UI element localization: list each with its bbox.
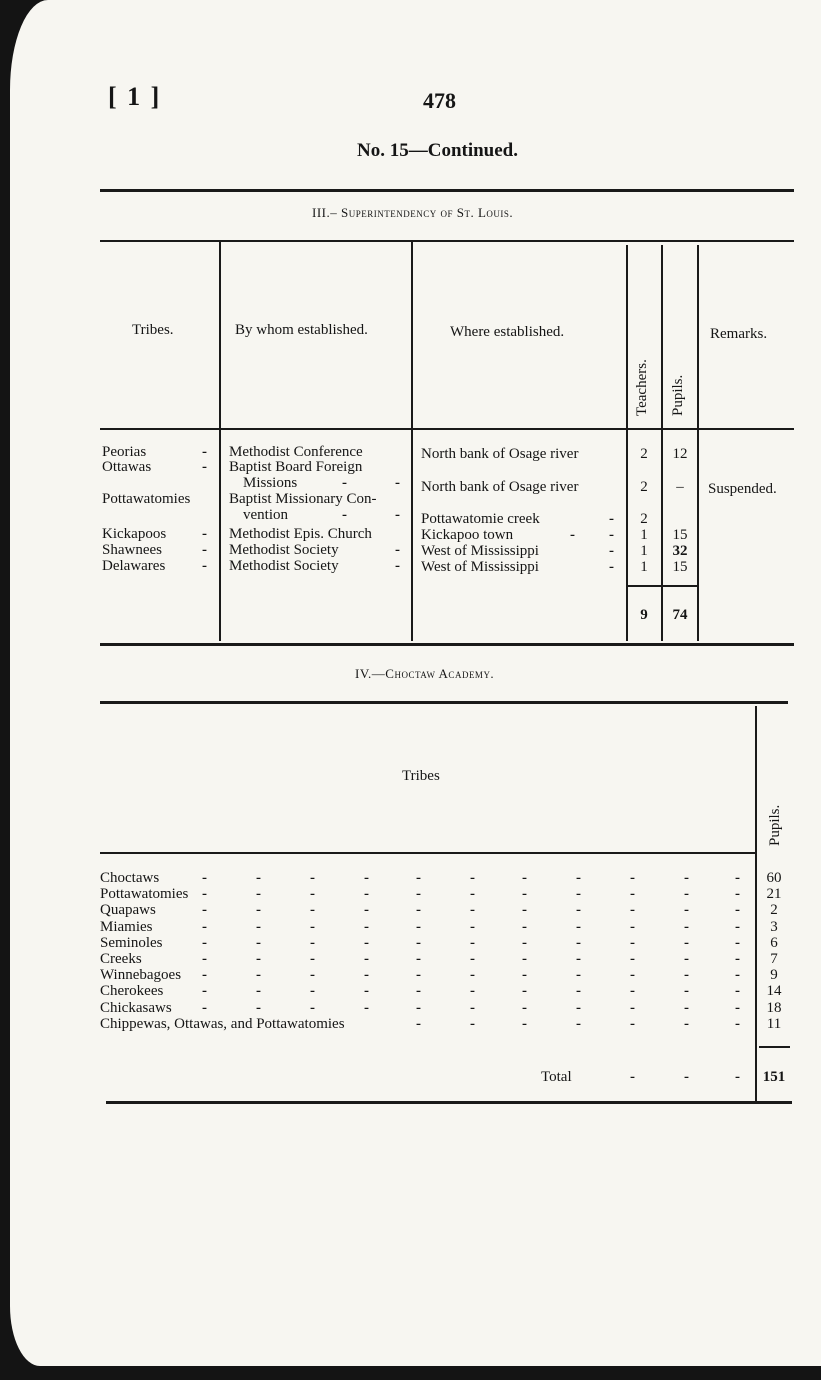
leader-dash: - — [310, 870, 315, 886]
leader-dash: - — [522, 983, 527, 999]
leader-dash: - — [470, 902, 475, 918]
leader-dash: - — [630, 919, 635, 935]
table-row-where: North bank of Osage river — [421, 446, 579, 462]
leader-dash: - — [310, 1000, 315, 1016]
leader-dash: - — [576, 1016, 581, 1032]
total-value: 151 — [762, 1069, 786, 1085]
leader-dash: - — [735, 1000, 740, 1016]
table-row-teachers: 2 — [640, 511, 648, 527]
leader-dash: - — [416, 967, 421, 983]
list-item-tribe: Winnebagoes — [100, 967, 182, 983]
table-row-where: North bank of Osage river — [421, 479, 579, 495]
leader-dash: - — [735, 1016, 740, 1032]
leader-dash: - — [470, 1000, 475, 1016]
leader-dash: - — [256, 967, 261, 983]
leader-dash: - — [735, 935, 740, 951]
leader-dash: - — [684, 983, 689, 999]
leader-dash: - — [735, 902, 740, 918]
leader-dash: - — [202, 935, 207, 951]
leader-dash: - — [256, 983, 261, 999]
table-row-remarks: Suspended. — [708, 481, 777, 497]
list-item-pupils: 14 — [766, 983, 782, 999]
leader-dash: - — [202, 951, 207, 967]
table-row-tribe: Delawares — [102, 558, 166, 574]
leader-dash: - — [576, 951, 581, 967]
list-item-pupils: 7 — [770, 951, 778, 967]
leader-dash: - — [310, 951, 315, 967]
leader-dash: - — [684, 886, 689, 902]
leader-dash: - — [522, 951, 527, 967]
col-divider — [697, 245, 699, 641]
leader-dash: - — [576, 1000, 581, 1016]
table-row-teachers: 1 — [640, 559, 648, 575]
list-item-pupils: 60 — [766, 870, 782, 886]
leader-dash: - — [364, 967, 369, 983]
leader-dash: - — [416, 870, 421, 886]
leader-dash: - — [310, 919, 315, 935]
table-row-by-whom-cont: Missions — [243, 475, 298, 491]
list-item-tribe: Cherokees — [100, 983, 164, 999]
leader-dash: - — [609, 559, 614, 575]
leader-dash: - — [630, 1069, 635, 1085]
leader-dash: - — [735, 870, 740, 886]
leader-dash: - — [684, 1069, 689, 1085]
table-row-pupils: 32 — [672, 543, 688, 559]
leader-dash: - — [310, 967, 315, 983]
leader-dash: - — [416, 919, 421, 935]
leader-dash: - — [470, 870, 475, 886]
leader-dash: - — [470, 1016, 475, 1032]
leader-dash: - — [522, 886, 527, 902]
leader-dash: - — [522, 870, 527, 886]
list-item-tribe: Quapaws — [100, 902, 156, 918]
total-rule — [759, 1046, 790, 1048]
leader-dash: - — [470, 919, 475, 935]
col-header-where: Where established. — [450, 324, 565, 340]
leader-dash: - — [576, 967, 581, 983]
leader-dash: - — [416, 951, 421, 967]
col-header-pupils: Pupils. — [767, 804, 783, 846]
leader-dash: - — [310, 935, 315, 951]
leader-dash: - — [630, 1000, 635, 1016]
col-header-tribes: Tribes — [402, 768, 440, 784]
leader-dash: - — [684, 967, 689, 983]
list-item-pupils: 6 — [770, 935, 778, 951]
leader-dash: - — [576, 935, 581, 951]
leader-dash: - — [364, 1000, 369, 1016]
list-item-pupils: 3 — [770, 919, 778, 935]
leader-dash: - — [256, 951, 261, 967]
leader-dash: - — [735, 967, 740, 983]
col-header-by-whom: By whom established. — [235, 322, 368, 338]
leader-dash: - — [522, 935, 527, 951]
table-row-teachers: 2 — [640, 479, 648, 495]
list-item-pupils: 2 — [770, 902, 778, 918]
list-item-tribe: Choctaws — [100, 870, 160, 886]
leader-dash: - — [202, 983, 207, 999]
list-item-tribe: Pottawatomies — [100, 886, 189, 902]
leader-dash: - — [735, 886, 740, 902]
leader-dash: - — [364, 983, 369, 999]
leader-dash: - — [684, 1016, 689, 1032]
table-row-tribe: Pottawatomies — [102, 491, 191, 507]
col-divider — [626, 245, 628, 641]
leader-dash: - — [630, 935, 635, 951]
leader-dash: - — [202, 444, 207, 460]
leader-dash: - — [416, 886, 421, 902]
list-item-pupils: 18 — [766, 1000, 782, 1016]
table-row-pupils: – — [676, 479, 684, 495]
leader-dash: - — [310, 886, 315, 902]
col-header-pupils: Pupils. — [670, 374, 686, 416]
leader-dash: - — [522, 919, 527, 935]
leader-dash: - — [202, 870, 207, 886]
col-header-remarks: Remarks. — [710, 326, 768, 342]
table-row-tribe: Peorias — [102, 444, 147, 460]
table-row-teachers: 2 — [640, 446, 648, 462]
leader-dash: - — [630, 1016, 635, 1032]
list-item-tribe: Chippewas, Ottawas, and Pottawatomies — [100, 1016, 345, 1032]
table-row-tribe: Ottawas — [102, 459, 152, 475]
leader-dash: - — [416, 983, 421, 999]
section3-bottom-rule — [100, 643, 794, 646]
leader-dash: - — [576, 870, 581, 886]
leader-dash: - — [522, 902, 527, 918]
leader-dash: - — [364, 886, 369, 902]
table-row-tribe: Shawnees — [102, 542, 162, 558]
section4-bottom-rule — [106, 1101, 792, 1104]
leader-dash: - — [416, 1000, 421, 1016]
table-row-teachers: 1 — [640, 543, 648, 559]
leader-dash: - — [395, 558, 400, 574]
leader-dash: - — [470, 951, 475, 967]
leader-dash: - — [256, 886, 261, 902]
section4-body-rule — [100, 852, 756, 854]
section3-title: III.– Superintendency of St. Louis. — [312, 205, 514, 220]
table-row-tribe: Kickapoos — [102, 526, 167, 542]
leader-dash: - — [630, 983, 635, 999]
total-pupils: 74 — [672, 607, 688, 623]
leader-dash: - — [576, 983, 581, 999]
table-row-by-whom-cont: vention — [243, 507, 288, 523]
leader-dash: - — [684, 935, 689, 951]
leader-dash: - — [364, 902, 369, 918]
col-divider — [755, 706, 757, 1102]
total-label: Total — [541, 1069, 572, 1085]
leader-dash: - — [256, 902, 261, 918]
table-row-pupils: 12 — [672, 446, 688, 462]
leader-dash: - — [684, 870, 689, 886]
leader-dash: - — [310, 902, 315, 918]
page-number: 478 — [423, 88, 456, 113]
leader-dash: - — [202, 902, 207, 918]
leader-dash: - — [342, 475, 347, 491]
leader-dash: - — [684, 902, 689, 918]
table-row-where: Pottawatomie creek — [421, 511, 540, 527]
leader-dash: - — [364, 870, 369, 886]
leader-dash: - — [256, 870, 261, 886]
leader-dash: - — [735, 951, 740, 967]
leader-dash: - — [735, 919, 740, 935]
table-row-pupils: 15 — [672, 559, 688, 575]
document-page — [10, 0, 821, 1366]
col-divider — [411, 241, 413, 641]
leader-dash: - — [202, 967, 207, 983]
leader-dash: - — [684, 951, 689, 967]
total-teachers: 9 — [640, 607, 648, 623]
list-item-tribe: Miamies — [100, 919, 153, 935]
leader-dash: - — [609, 527, 614, 543]
leader-dash: - — [630, 886, 635, 902]
leader-dash: - — [202, 919, 207, 935]
totals-rule — [627, 585, 698, 587]
list-item-pupils: 11 — [766, 1016, 782, 1032]
list-item-pupils: 21 — [766, 886, 782, 902]
section3-header-rule — [100, 240, 794, 242]
leader-dash: - — [522, 1016, 527, 1032]
leader-dash: - — [576, 886, 581, 902]
table-row-by-whom: Methodist Epis. Church — [229, 526, 372, 542]
section3-top-rule — [100, 189, 794, 192]
leader-dash: - — [684, 919, 689, 935]
leader-dash: - — [684, 1000, 689, 1016]
leader-dash: - — [470, 886, 475, 902]
leader-dash: - — [470, 983, 475, 999]
leader-dash: - — [416, 902, 421, 918]
table-row-by-whom: Methodist Conference — [229, 444, 363, 460]
page-title: No. 15—Continued. — [357, 140, 518, 161]
leader-dash: - — [202, 558, 207, 574]
leader-dash: - — [202, 1000, 207, 1016]
leader-dash: - — [416, 1016, 421, 1032]
leader-dash: - — [395, 507, 400, 523]
leader-dash: - — [364, 919, 369, 935]
list-item-pupils: 9 — [770, 967, 778, 983]
table-row-where: West of Mississippi — [421, 543, 539, 559]
section3-body-rule — [100, 428, 794, 430]
list-item-tribe: Creeks — [100, 951, 142, 967]
leader-dash: - — [256, 919, 261, 935]
leader-dash: - — [735, 1069, 740, 1085]
table-row-by-whom: Baptist Board Foreign — [229, 459, 363, 475]
leader-dash: - — [395, 475, 400, 491]
table-row-where: West of Mississippi — [421, 559, 539, 575]
leader-dash: - — [202, 526, 207, 542]
leader-dash: - — [630, 870, 635, 886]
table-row-by-whom: Methodist Society — [229, 542, 339, 558]
leader-dash: - — [570, 527, 575, 543]
leader-dash: - — [364, 935, 369, 951]
leader-dash: - — [364, 951, 369, 967]
col-header-teachers: Teachers. — [634, 359, 650, 416]
table-row-pupils: 15 — [672, 527, 688, 543]
bracket-marker: [ 1 ] — [108, 82, 162, 111]
leader-dash: - — [630, 902, 635, 918]
leader-dash: - — [256, 935, 261, 951]
leader-dash: - — [395, 542, 400, 558]
col-divider — [219, 241, 221, 641]
list-item-tribe: Seminoles — [100, 935, 163, 951]
leader-dash: - — [735, 983, 740, 999]
table-row-by-whom: Methodist Society — [229, 558, 339, 574]
leader-dash: - — [256, 1000, 261, 1016]
leader-dash: - — [522, 1000, 527, 1016]
col-divider — [661, 245, 663, 641]
leader-dash: - — [576, 902, 581, 918]
leader-dash: - — [470, 967, 475, 983]
leader-dash: - — [522, 967, 527, 983]
leader-dash: - — [202, 542, 207, 558]
col-header-tribes: Tribes. — [132, 322, 174, 338]
leader-dash: - — [342, 507, 347, 523]
leader-dash: - — [416, 935, 421, 951]
table-row-by-whom: Baptist Missionary Con- — [229, 491, 377, 507]
leader-dash: - — [202, 459, 207, 475]
leader-dash: - — [630, 951, 635, 967]
table-row-teachers: 1 — [640, 527, 648, 543]
leader-dash: - — [202, 886, 207, 902]
section4-top-rule — [100, 701, 788, 704]
leader-dash: - — [470, 935, 475, 951]
leader-dash: - — [310, 983, 315, 999]
leader-dash: - — [609, 543, 614, 559]
leader-dash: - — [609, 511, 614, 527]
list-item-tribe: Chickasaws — [100, 1000, 172, 1016]
leader-dash: - — [576, 919, 581, 935]
section4-title: IV.—Choctaw Academy. — [355, 666, 495, 681]
table-row-where: Kickapoo town — [421, 527, 514, 543]
leader-dash: - — [630, 967, 635, 983]
